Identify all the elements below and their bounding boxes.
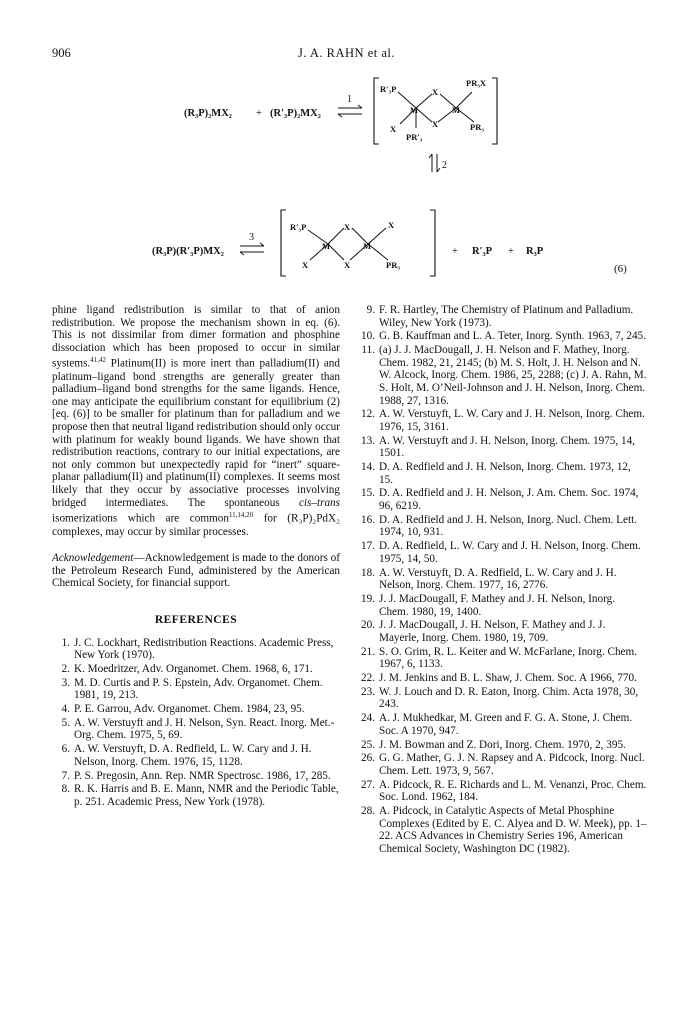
- reference-item: [357, 487, 647, 512]
- reference-item: [357, 344, 647, 407]
- reference-text: P. S. Pregosin, Ann. Rep. NMR Spectrosc. 1986, 17, 285.: [74, 769, 331, 782]
- reference-item: [357, 304, 647, 329]
- equation-number: (6): [614, 263, 627, 275]
- reference-number: 21.: [361, 645, 375, 658]
- bottom-x-top1: X: [344, 222, 351, 232]
- bottom-x-top2: X: [388, 220, 395, 230]
- product-rp2: R₃P: [526, 246, 544, 257]
- step-2-label: 2: [442, 160, 447, 171]
- product-plus-2: +: [508, 246, 514, 257]
- references-list-right: [357, 304, 647, 856]
- reference-number: 28.: [361, 805, 375, 818]
- reference-text: A. W. Verstuyft, L. W. Cary and J. H. Nelson, Inorg. Chem. 1976, 15, 3161.: [379, 408, 645, 433]
- reference-number: 27.: [361, 778, 375, 791]
- bottom-m1: M: [322, 241, 331, 251]
- reference-number: 22.: [361, 672, 375, 685]
- reference-number: 10.: [361, 330, 375, 343]
- reference-item: [357, 330, 647, 343]
- reference-text: M. D. Curtis and P. S. Epstein, Adv. Organomet. Chem. 1981, 19, 213.: [74, 676, 323, 702]
- reference-item: [52, 663, 340, 676]
- reference-number: 24.: [361, 712, 375, 725]
- product-left: (R₃P)(R′₃P)MX₂: [152, 246, 224, 257]
- reference-text: J. M. Jenkins and B. L. Shaw, J. Chem. Soc. A 1966, 770.: [379, 672, 637, 685]
- reference-number: 13.: [361, 434, 375, 447]
- reference-item: [357, 514, 647, 539]
- reference-item: [357, 619, 647, 644]
- reference-item: [357, 739, 647, 752]
- top-pr3x: PR₃X: [466, 78, 487, 88]
- reference-text: A. Pidcock, R. E. Richards and L. M. Venanzi, Proc. Chem. Soc. Lond. 1962, 184.: [379, 778, 647, 804]
- reference-number: 11.: [361, 344, 375, 357]
- step-3-label: 3: [249, 232, 254, 243]
- product-plus-1: +: [452, 246, 458, 257]
- plus-1: +: [256, 108, 262, 119]
- equilibrium-arrow-2: [429, 154, 440, 172]
- reference-number: 17.: [361, 540, 375, 553]
- reference-text: J. J. MacDougall, F. Mathey and J. H. Nelson, Inorg. Chem. 1980, 19, 1400.: [379, 592, 615, 618]
- page-header: [52, 46, 641, 62]
- bottom-x-bottom-mid: X: [344, 260, 351, 270]
- top-pr3-right: PR₃: [470, 122, 484, 132]
- bottom-m2: M: [363, 241, 372, 251]
- reference-number: 5.: [61, 716, 70, 729]
- references-list-left: [52, 637, 340, 809]
- reference-number: 1.: [61, 636, 70, 649]
- reference-item: [357, 752, 647, 777]
- reference-number: 15.: [361, 487, 375, 500]
- reference-number: 3.: [61, 676, 70, 689]
- reference-text: K. Moedritzer, Adv. Organomet. Chem. 1968, 6, 171.: [74, 662, 313, 675]
- bottom-rp-left: R′₃P: [290, 222, 307, 232]
- reference-item: [357, 646, 647, 671]
- reference-item: [52, 783, 340, 808]
- reaction-scheme: [52, 70, 642, 300]
- bottom-dimer-structure: [308, 228, 388, 260]
- reference-item: [52, 677, 340, 702]
- body-paragraph: phine ligand redistribution is similar to that of anion redistribution. We propose the mechanism shown in eq. (6). This is not dissimilar from dimer formation and phosphine dissociation which has been proposed to occur in similar systems.$^{41,42}$ Platinum(II) is more inert than palladium(II) and platinum–ligand bond strengths are generally greater than palladium–ligand bond strengths for the same ligands. Hence, one may anticipate the equilibrium constant for equilibrium (2) [eq. (6)] to be smaller for platinum than for palladium and we propose then that neutral ligand redistribution should only occur with platinum for weakly bound ligands. We have shown that redistribution reactions, contrary to our initial expectations, are not only common but unexpectedly rapid for “inert” square-planar palladium(II) and platinum(II) complexes. It seems most likely that they occur by associative processes involving bridged intermediates. The spontaneous cis–trans isomerizations which are common$^{11,14,20}$ for (R₃P)₂PdX₂ complexes, may occur by similar processes.: [52, 304, 340, 538]
- reference-item: [357, 461, 647, 486]
- reference-text: A. Pidcock, in Catalytic Aspects of Metal Phosphine Complexes (Edited by E. C. Alyea and D. W. Meek), pp. 1–22. ACS Advances in Chemistry Series 196, American Chemical Society, Washington DC (1982).: [379, 805, 647, 855]
- bottom-x-bottom-left: X: [302, 260, 309, 270]
- reference-number: 20.: [361, 619, 375, 632]
- reference-number: 6.: [61, 743, 70, 756]
- reference-item: [52, 703, 340, 716]
- reference-item: [357, 779, 647, 804]
- top-x-bridge2: X: [432, 119, 439, 129]
- reference-item: [357, 408, 647, 433]
- reference-number: 2.: [61, 662, 70, 675]
- reference-text: G. G. Mather, G. J. N. Rapsey and A. Pidcock, Inorg. Nucl. Chem. Lett. 1973, 9, 567.: [379, 752, 645, 777]
- reference-item: [52, 743, 340, 768]
- reference-text: J. C. Lockhart, Redistribution Reactions. Academic Press, New York (1970).: [74, 636, 334, 662]
- reference-item: [357, 567, 647, 592]
- equilibrium-arrow-1: [338, 105, 362, 117]
- reference-item: [52, 770, 340, 783]
- reference-item: [357, 672, 647, 685]
- top-m1: M: [410, 105, 419, 115]
- reference-text: W. J. Louch and D. R. Eaton, Inorg. Chim. Acta 1978, 30, 243.: [379, 685, 639, 711]
- left-column: [52, 304, 340, 810]
- citation-11-14-20: 11,14,20: [228, 511, 254, 520]
- reference-text: A. W. Verstuyft, D. A. Redfield, L. W. Cary and J. H. Nelson, Inorg. Chem. 1976, 15, 1128.: [74, 743, 312, 768]
- reference-text: F. R. Hartley, The Chemistry of Platinum and Palladium. Wiley, New York (1973).: [379, 304, 634, 329]
- top-m2: M: [452, 105, 461, 115]
- running-title: J. A. RAHN et al.: [297, 46, 396, 60]
- reference-text: S. O. Grim, R. L. Keiter and W. McFarlane, Inorg. Chem. 1967, 6, 1133.: [379, 645, 637, 671]
- reference-text: G. B. Kauffman and L. A. Teter, Inorg. Synth. 1963, 7, 245.: [379, 330, 646, 343]
- reactant-b: (R′₃P)₂MX₂: [270, 108, 321, 119]
- reference-number: 12.: [361, 408, 375, 421]
- reference-text: (a) J. J. MacDougall, J. H. Nelson and F. Mathey, Inorg. Chem. 1982, 21, 2145; (b) M. S. Holt, J. H. Nelson and N. W. Alcock, Inorg. Chem. 1986, 25, 2288; (c) J. A. Rahn, M. S. Holt, M. O’Neil-Johnson and J. H. Nelson, Inorg. Chem. 1988, 27, 1316.: [379, 344, 647, 407]
- reference-number: 25.: [361, 738, 375, 751]
- reference-item: [357, 435, 647, 460]
- product-rp1: R′₃P: [472, 246, 493, 257]
- reference-number: 7.: [61, 769, 70, 782]
- equilibrium-arrow-3: [240, 243, 264, 255]
- reference-text: A. J. Mukhedkar, M. Green and F. G. A. Stone, J. Chem. Soc. A 1970, 947.: [379, 712, 633, 737]
- top-x-left: X: [390, 124, 397, 134]
- reference-number: 8.: [61, 783, 70, 796]
- step-1-label: 1: [347, 94, 352, 105]
- page-number: 906: [52, 46, 71, 60]
- reference-number: 26.: [361, 752, 375, 765]
- reference-text: P. E. Garrou, Adv. Organomet. Chem. 1984, 23, 95.: [74, 703, 305, 716]
- reference-number: 9.: [366, 304, 375, 316]
- reference-item: [52, 637, 340, 662]
- reference-text: D. A. Redfield and J. H. Nelson, Inorg. Chem. 1973, 12, 15.: [379, 461, 631, 486]
- right-column: [357, 304, 647, 857]
- acknowledgement: Acknowledgement—Acknowledgement is made to the donors of the Petroleum Research Fund, administered by the American Chemical Society, for financial support.: [52, 552, 340, 590]
- reference-text: A. W. Verstuyft and J. H. Nelson, Syn. React. Inorg. Met.-Org. Chem. 1975, 5, 69.: [74, 716, 335, 742]
- reference-text: D. A. Redfield, L. W. Cary and J. H. Nelson, Inorg. Chem. 1975, 14, 50.: [379, 540, 641, 565]
- top-rp-left: R′₃P: [380, 84, 397, 94]
- reference-number: 18.: [361, 566, 375, 579]
- citation-41-42: 41,42: [90, 356, 106, 365]
- scheme-svg: [52, 70, 642, 300]
- reference-number: 16.: [361, 513, 375, 526]
- reference-text: J. M. Bowman and Z. Dori, Inorg. Chem. 1970, 2, 395.: [379, 738, 626, 751]
- reference-text: A. W. Verstuyft, D. A. Redfield, L. W. Cary and J. H. Nelson, Inorg. Chem. 1977, 16, 2776.: [379, 566, 617, 592]
- bottom-pr3-right: PR₃: [386, 260, 400, 270]
- reference-text: R. K. Harris and B. E. Mann, NMR and the Periodic Table, p. 251. Academic Press, New York (1978).: [74, 783, 339, 808]
- reference-item: [357, 805, 647, 855]
- reference-item: [357, 593, 647, 618]
- reactant-a: (R₃P)₂MX₂: [184, 108, 232, 119]
- reference-number: 4.: [61, 703, 70, 716]
- references-heading: REFERENCES: [154, 613, 238, 626]
- reference-number: 23.: [361, 685, 375, 698]
- reference-item: [52, 717, 340, 742]
- reference-item: [357, 686, 647, 711]
- reference-text: D. A. Redfield and J. H. Nelson, J. Am. Chem. Soc. 1974, 96, 6219.: [379, 487, 639, 513]
- reference-item: [357, 540, 647, 565]
- reference-text: J. J. MacDougall, J. H. Nelson, F. Mathey and J. J. Mayerle, Inorg. Chem. 1980, 19, 709.: [379, 619, 606, 644]
- reference-number: 14.: [361, 461, 375, 474]
- top-x-bridge1: X: [432, 87, 439, 97]
- reference-text: D. A. Redfield and J. H. Nelson, Inorg. Nucl. Chem. Lett. 1974, 10, 931.: [379, 513, 637, 539]
- reference-item: [357, 712, 647, 737]
- reference-text: A. W. Verstuyft and J. H. Nelson, Inorg. Chem. 1975, 14, 1501.: [379, 434, 635, 460]
- top-pr3-bottom: PR′₃: [406, 132, 423, 142]
- reference-number: 19.: [361, 592, 375, 605]
